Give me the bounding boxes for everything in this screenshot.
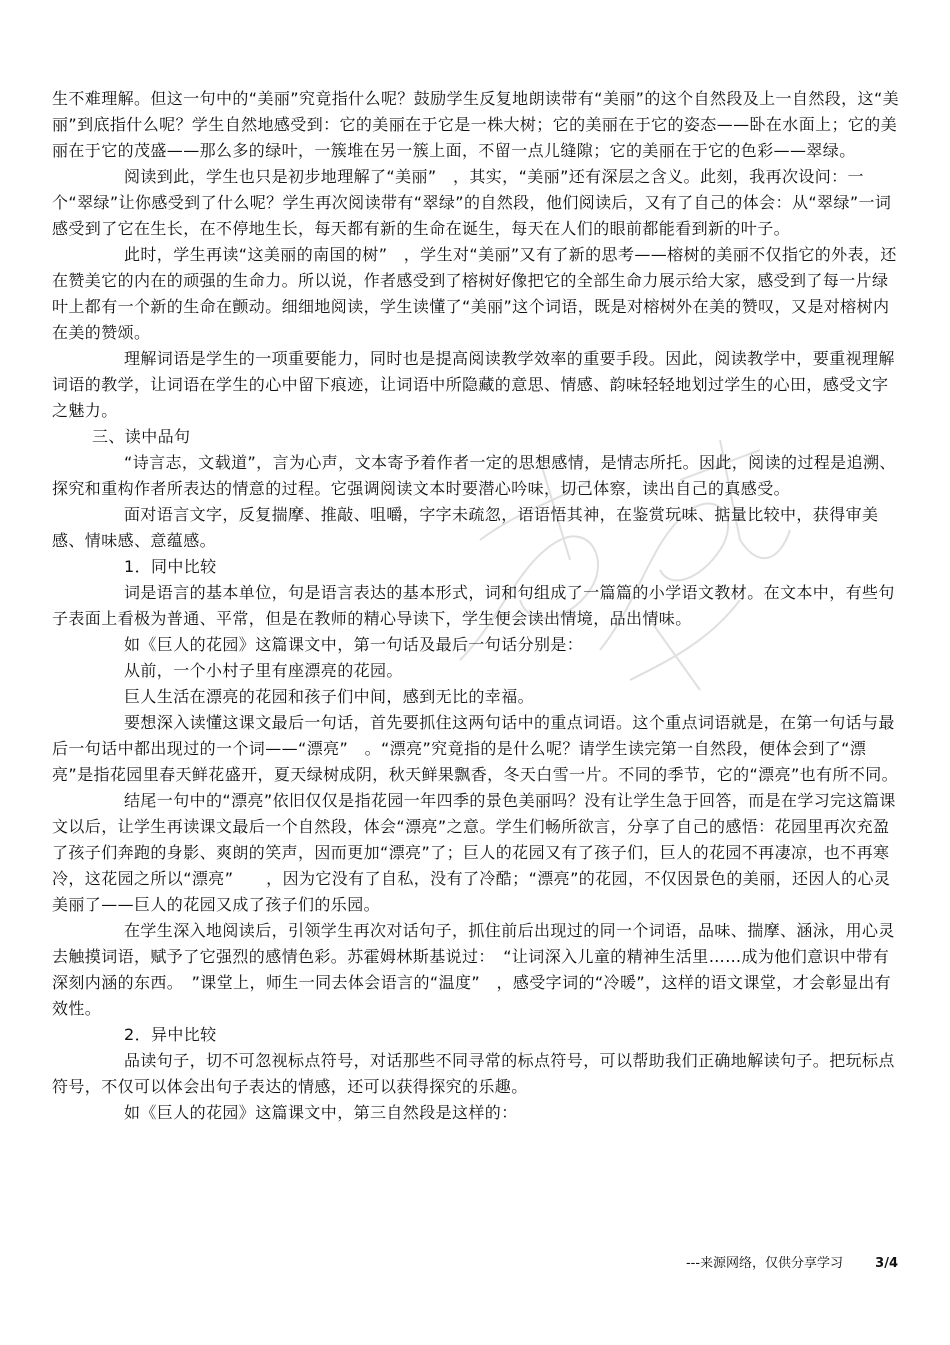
footer-source: ---来源网络，仅供分享学习 [685, 1256, 844, 1271]
paragraph: 生不难理解。但这一句中的“美丽”究竟指什么呢？鼓励学生反复地朗读带有“美丽”的这个自然段及上一自然段，这“美丽”到底指什么呢？学生自然地感受到：它的美丽在于它是一株大树；它的美丽在于它的姿态——卧在水面上；它的美丽在于它的茂盛——那么多的绿叶，一簇堆在另一簇上面，不留一点儿缝隙；它的美丽在于它的色彩——翠绿。 [52, 89, 900, 160]
paragraph: 如《巨人的花园》这篇课文中，第一句话及最后一句话分别是： [124, 635, 584, 654]
page-footer [686, 1252, 898, 1271]
quoted-sentence: 巨人生活在漂亮的花园和孩子们中间，感到无比的幸福。 [124, 687, 535, 706]
paragraph: 面对语言文字，反复揣摩、推敲、咀嚼，字字未疏忽，语语悟其神，在鉴赏玩味、掂量比较中，获得审美感、情味感、意蕴感。 [52, 505, 879, 550]
paragraph: 如《巨人的花园》这篇课文中，第三自然段是这样的： [124, 1103, 518, 1122]
paragraph: 在学生深入地阅读后，引领学生再次对话句子，抓住前后出现过的同一个词语，品味、揣摩、涵泳，用心灵去触摸词语，赋予了它强烈的感情色彩。苏霍姆林斯基说过： “让词深入儿童的精神生活里……成为他们意识中带有深刻内涵的东西。 ”课堂上，师生一同去体会语言的“温度” ，感受字词的“冷暖”，这样的语文课堂，才会彰显出有效性。 [52, 921, 895, 1018]
paragraph: 阅读到此，学生也只是初步地理解了“美丽” ，其实，“美丽”还有深层之含义。此刻，我再次设问：一个“翠绿”让你感受到了什么呢？学生再次阅读带有“翠绿”的自然段，他们阅读后，又有了自己的体会：从“翠绿”一词感受到了它在生长，在不停地生长，每天都有新的生命在诞生，每天在人们的眼前都能看到新的叶子。 [52, 167, 892, 238]
article-body [52, 86, 902, 1126]
page-number: 3/4 [875, 1256, 898, 1271]
paragraph: 品读句子，切不可忽视标点符号，对话那些不同寻常的标点符号，可以帮助我们正确地解读句子。把玩标点符号，不仅可以体会出句子表达的情感，还可以获得探究的乐趣。 [52, 1051, 895, 1096]
quoted-sentence: 从前，一个小村子里有座漂亮的花园。 [124, 661, 403, 680]
paragraph: 此时，学生再读“这美丽的南国的树” ，学生对“美丽”又有了新的思考——榕树的美丽不仅指它的外表，还在赞美它的内在的顽强的生命力。所以说，作者感受到了榕树好像把它的全部生命力展示给大家，感受到了每一片绿叶上都有一个新的生命在颤动。细细地阅读，学生读懂了“美丽”这个词语，既是对榕树外在美的赞叹，又是对榕树内在美的赞颂。 [52, 245, 897, 342]
paragraph: 理解词语是学生的一项重要能力，同时也是提高阅读教学效率的重要手段。因此，阅读教学中，要重视理解词语的教学，让词语在学生的心中留下痕迹，让词语中所隐藏的意思、情感、韵味轻轻地划过学生的心田，感受文字之魅力。 [52, 349, 895, 420]
paragraph: 结尾一句中的“漂亮”依旧仅仅是指花园一年四季的景色美丽吗？没有让学生急于回答，而是在学习完这篇课文以后，让学生再读课文最后一个自然段，体会“漂亮”之意。学生们畅所欲言，分享了自己的感悟：花园里再次充盈了孩子们奔跑的身影、爽朗的笑声，因而更加“漂亮”了；巨人的花园又有了孩子们，巨人的花园不再凄凉，也不再寒冷，这花园之所以“漂亮” ，因为它没有了自私，没有了冷酷；“漂亮”的花园，不仅因景色的美丽，还因人的心灵美丽了——巨人的花园又成了孩子们的乐园。 [52, 791, 896, 914]
section-heading: 三、读中品句 [92, 427, 191, 446]
paragraph: “诗言志，文载道”，言为心声，文本寄予着作者一定的思想感情，是情志所托。因此，阅读的过程是追溯、探究和重构作者所表达的情意的过程。它强调阅读文本时要潜心吟味，切己体察，读出自己的真感受。 [52, 453, 896, 498]
subsection-heading: 2．异中比较 [124, 1025, 217, 1044]
paragraph: 词是语言的基本单位，句是语言表达的基本形式，词和句组成了一篇篇的小学语文教材。在文本中，有些句子表面上看极为普通、平常，但是在教师的精心导读下，学生便会读出情境，品出情味。 [52, 583, 895, 628]
paragraph: 要想深入读懂这课文最后一句话，首先要抓住这两句话中的重点词语。这个重点词语就是，在第一句话与最后一句话中都出现过的一个词——“漂亮” 。“漂亮”究竟指的是什么呢？请学生读完第一自然段，便体会到了“漂亮”是指花园里春天鲜花盛开，夏天绿树成阴，秋天鲜果飘香，冬天白雪一片。不同的季节，它的“漂亮”也有所不同。 [52, 713, 899, 784]
subsection-heading: 1．同中比较 [124, 557, 217, 576]
